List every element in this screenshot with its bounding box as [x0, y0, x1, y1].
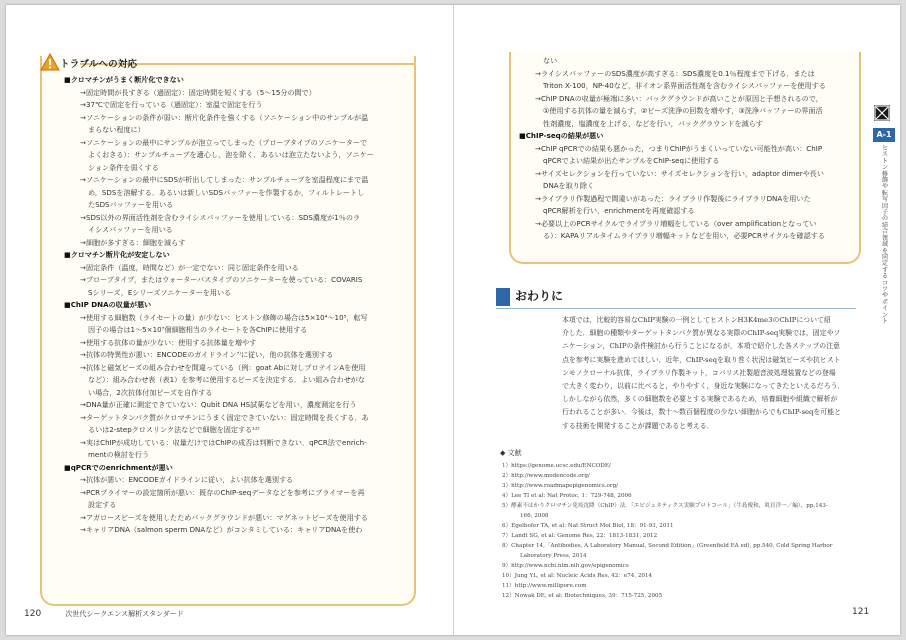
right-trouble-list: [519, 55, 853, 243]
list-item: →使用する抗体の量が少ない：使用する抗体量を増やす: [80, 337, 257, 347]
list-item: →プローブタイプ，またはウォーターバスタイプのソニケーターを使っている：COVARIS: [80, 275, 363, 284]
section-heading: おわりに: [515, 289, 564, 303]
list-item: DNAを取り除く: [543, 181, 595, 190]
section-label: ■ChIP-seqの結果が悪い: [519, 131, 604, 140]
list-item: まらない程度に）: [88, 125, 145, 134]
list-item: →ライブラリ作製過程で間違いがあった：ライブラリ作製後にライブラリDNAを用いた: [535, 193, 811, 203]
list-item: →抗体が悪い：ENCODEガイドラインに従い，よい抗体を選別する: [80, 475, 294, 484]
trouble-box-title: トラブルへの対応: [60, 59, 138, 70]
list-item: →37℃で固定を行っている（過固定）：室温で固定を行う: [80, 100, 263, 109]
body-line: する技術を開発することが課題であると考える．: [562, 421, 714, 430]
list-item: など）：組み合わせ表（表1）を参考に使用するビーズを決定する．よい組み合わせがな: [88, 375, 365, 384]
left-footer: [24, 609, 184, 619]
reference-item: 4）Lee TI et al: Nat Protoc, 1：729-748, 2006: [502, 493, 632, 499]
list-item: ない: [543, 56, 558, 65]
list-item: mentの検討を行う: [88, 450, 150, 459]
reference-item: Laboratory Press, 2014: [520, 553, 587, 559]
list-item: qPCR解析を行い，enrichmentを再度確認する: [543, 206, 695, 215]
conclusion-body: [562, 314, 858, 433]
list-item: ①使用する抗体の量を減らす，②ビーズ洗浄の回数を増やす，③洗浄バッファーの界面活: [543, 106, 823, 115]
section-label: ■qPCRでのenrichmentが悪い: [64, 462, 173, 472]
list-item: →細胞が多すぎる：細胞を減らす: [80, 237, 186, 247]
book-title: 次世代シークエンス解析スタンダード: [65, 610, 184, 618]
list-item: るいは2-stepクロスリンク法などで細胞を固定する¹²⁾: [88, 425, 260, 434]
reference-item: 7）Landt SG, et al: Genome Res, 22：1813-1831, 2012: [502, 533, 658, 539]
heading-marker: [496, 288, 510, 306]
section-label: ■クロマチンがうまく断片化できない: [64, 75, 184, 84]
list-item: Triton X-100，NP-40など，非イオン系界面活性剤を含むライシスバッファーを使用する: [543, 81, 826, 90]
list-item: 設定する: [88, 500, 117, 509]
list-item: →SDS以外の界面活性剤を含むライシスバッファーを使用している：SDS濃度が1％のラ: [80, 212, 361, 222]
list-item: →キャリアDNA（salmon sperm DNAなど）がコンタミしている：キャリアDNAを使わ: [80, 525, 363, 534]
body-line: 行われることが多い．今後は，数十〜数百個程度の少ない細胞からでもChIP-seqを可能と: [562, 408, 842, 417]
section-label: ■クロマチン断片化が安定しない: [64, 250, 170, 259]
list-item: →固定条件（温度，時間など）が一定でない：同じ固定条件を用いる: [80, 262, 299, 272]
reference-item: 1）https://genome.ucsc.edu/ENCODE/: [502, 463, 611, 469]
reference-item: 2）http://www.modencode.org/: [502, 473, 590, 479]
warning-icon: [40, 53, 60, 71]
references-title: ◆ 文献: [500, 449, 522, 457]
reference-item: 10）Jung YL, et al: Nucleic Acids Res, 42：e74, 2014: [502, 573, 653, 579]
list-item: →実はChIPが成功している：収量だけではChIPの成否は判断できない．qPCR法でenrich-: [80, 437, 367, 447]
reference-item: 3）http://www.roadmapepigenomics.org/: [502, 483, 619, 489]
list-item: い場合，2次抗体付加ビーズを自作する: [88, 387, 213, 397]
list-item: →ChIP qPCRでの結果も悪かった，つまりChIPがうまくいっていない可能性が高い：ChIP: [535, 143, 823, 153]
list-item: る）：KAPAリアルタイムライブラリ増幅キットなどを用い，必要PCRサイクルを確認する: [543, 231, 825, 240]
reference-item: 6）Egelhofer TA, et al: Nat Struct Mol Biol, 18：91-93, 2011: [502, 523, 674, 529]
body-line: 点を参考に実験を進めてほしい．近年，ChIP-seqを取り巻く状況は磁気ビーズや抗ヒスト: [562, 355, 841, 364]
list-item: イシスバッファーを用いる: [88, 225, 173, 234]
list-item: →ChIP DNAの収量が極端に多い：バックグラウンドが高いことが原因と予想されるので，: [535, 93, 823, 103]
reference-item: 8）Chapter 14,「Antibodies, A Laboratory Manual, Second Edition」(Greenfield EA ed), pp.540, Cold Spring Harbor: [502, 543, 833, 549]
list-item: →ターゲットタンパク質がクロマチンにうまく固定できていない：固定時間を長くする．あ: [80, 412, 369, 422]
reference-item: 9）http://www.ncbi.nlm.nih.gov/epigenomics: [502, 563, 629, 569]
reference-item: 5）酵素不はかりクロマチン免疫沈降（ChIP）法．「エピジェネティクス実験プロトコール」（牛島俊和，眞貝洋一／編），pp.143-: [502, 503, 828, 509]
list-item: →抗体の特異性が悪い：ENCODEのガイドライン⁷⁾に従い，他の抗体を選別する: [80, 350, 334, 359]
list-item: →使用する細胞数（ライセートの量）が少ない：ヒストン修飾の場合は5×10⁴〜10⁵，転写: [80, 312, 368, 322]
list-item: →ソニケーションの最中にサンプルが泡立ってしまった（プローブタイプのソニケーターで: [80, 137, 368, 147]
page-gutter: [453, 5, 454, 635]
side-running-title: ヒストン修飾や転写因子の結合領域を同定するコツやポイント: [882, 145, 889, 325]
list-item: →ソニケーションの最中にSDSが析出してしまった：サンプルチューブを室温程度にまで温: [80, 175, 369, 184]
body-line: ニケーション，ChIPの条件検討から行うことになるが，本項で紹介した各ステップの注意: [562, 342, 840, 351]
references-list: [502, 461, 862, 601]
body-line: ンモノクローナル抗体，ライブラリ作製キット，コバリス社製超音波処理装置などの登場: [562, 368, 836, 377]
list-item: →固定時間が長すぎる（過固定）：固定時間を短くする（5〜15分の間で）: [80, 87, 316, 97]
reference-item: 12）Nowak DE, et al: Biotechniques, 39：715-725, 2005: [502, 593, 663, 599]
body-line: しかしながら依然，多くの細胞数を必要とする実験であるため，培養細胞や組織で解析が: [562, 395, 838, 404]
right-page-number: 121: [852, 607, 870, 617]
reference-item: 11）http://www.millipore.com: [502, 583, 587, 589]
list-item: →DNA量が正確に測定できていない：Qubit DNA HS試薬などを用い，濃度測定を行う: [80, 400, 357, 409]
list-item: →サイズセレクションを行っていない：サイズセレクションを行い，adaptor dimerや長い: [535, 168, 824, 178]
body-line: 介した．細胞の種類やターゲットタンパク質が異なる実際のChIP-seq実験では，固定やソ: [562, 329, 841, 338]
heading-underline: [496, 308, 856, 309]
left-page-number: 120: [24, 609, 42, 619]
list-item: →PCRプライマーの設定箇所が悪い：既存のChIP-seqデータなどを参考にプライマーを再: [80, 487, 365, 497]
list-item: →ライシスバッファーのSDS濃度が高すぎる：SDS濃度を0.1％程度まで下げる．または: [535, 68, 815, 78]
list-item: →ソニケーションの条件が弱い：断片化条件を強くする（ソニケーション中のサンプルが温: [80, 112, 369, 122]
list-item: たSDSバッファーを用いる: [88, 200, 174, 209]
body-line: 本項では，比較的容易なChIP実験の一例としてヒストンH3K4me3のChIPについて紹: [562, 316, 831, 324]
list-item: 因子の場合は1〜5×10⁷個細胞相当のライセートを各ChIPに使用する: [88, 325, 308, 334]
list-item: 性剤濃度，塩濃度を上げる，などを行い，バックグラウンドを減らす: [543, 118, 763, 128]
list-item: よくおきる）：サンプルチューブを適心し，泡を除く．あるいは泡立たないよう，ソニケー: [88, 150, 374, 159]
chapter-icon: [874, 105, 890, 121]
list-item: ション条件を弱くする: [88, 162, 159, 172]
list-item: →必要以上のPCRサイクルでライブラリ増幅をしている（over amplificationとなってい: [535, 218, 817, 228]
list-item: め，SDSを溶解する．あるいは新しいSDSバッファーを作製するか，フィルトレートし: [88, 187, 365, 197]
cross-box-icon: [874, 105, 890, 121]
section-label: ■ChIP DNAの収量が悪い: [64, 300, 152, 309]
body-line: で大きく変わり，以前に比べると，やりやすく，身近な実験になってきたといえるだろう．: [562, 382, 845, 391]
list-item: →アガロースビーズを使用したためバックグラウンドが悪い：マグネットビーズを使用する: [80, 512, 368, 522]
list-item: →抗体と磁気ビーズの組み合わせを間違っている（例：goat Abに対しプロテインAを使用: [80, 362, 366, 372]
chapter-tag: A-1: [873, 128, 895, 142]
left-trouble-list: [64, 74, 404, 537]
list-item: qPCRでよい結果が出たサンプルをChIP-seqに使用する: [543, 156, 720, 165]
list-item: Sシリーズ，Eシリーズソニケーターを用いる: [88, 287, 232, 297]
reference-item: 166, 2008: [520, 513, 549, 519]
